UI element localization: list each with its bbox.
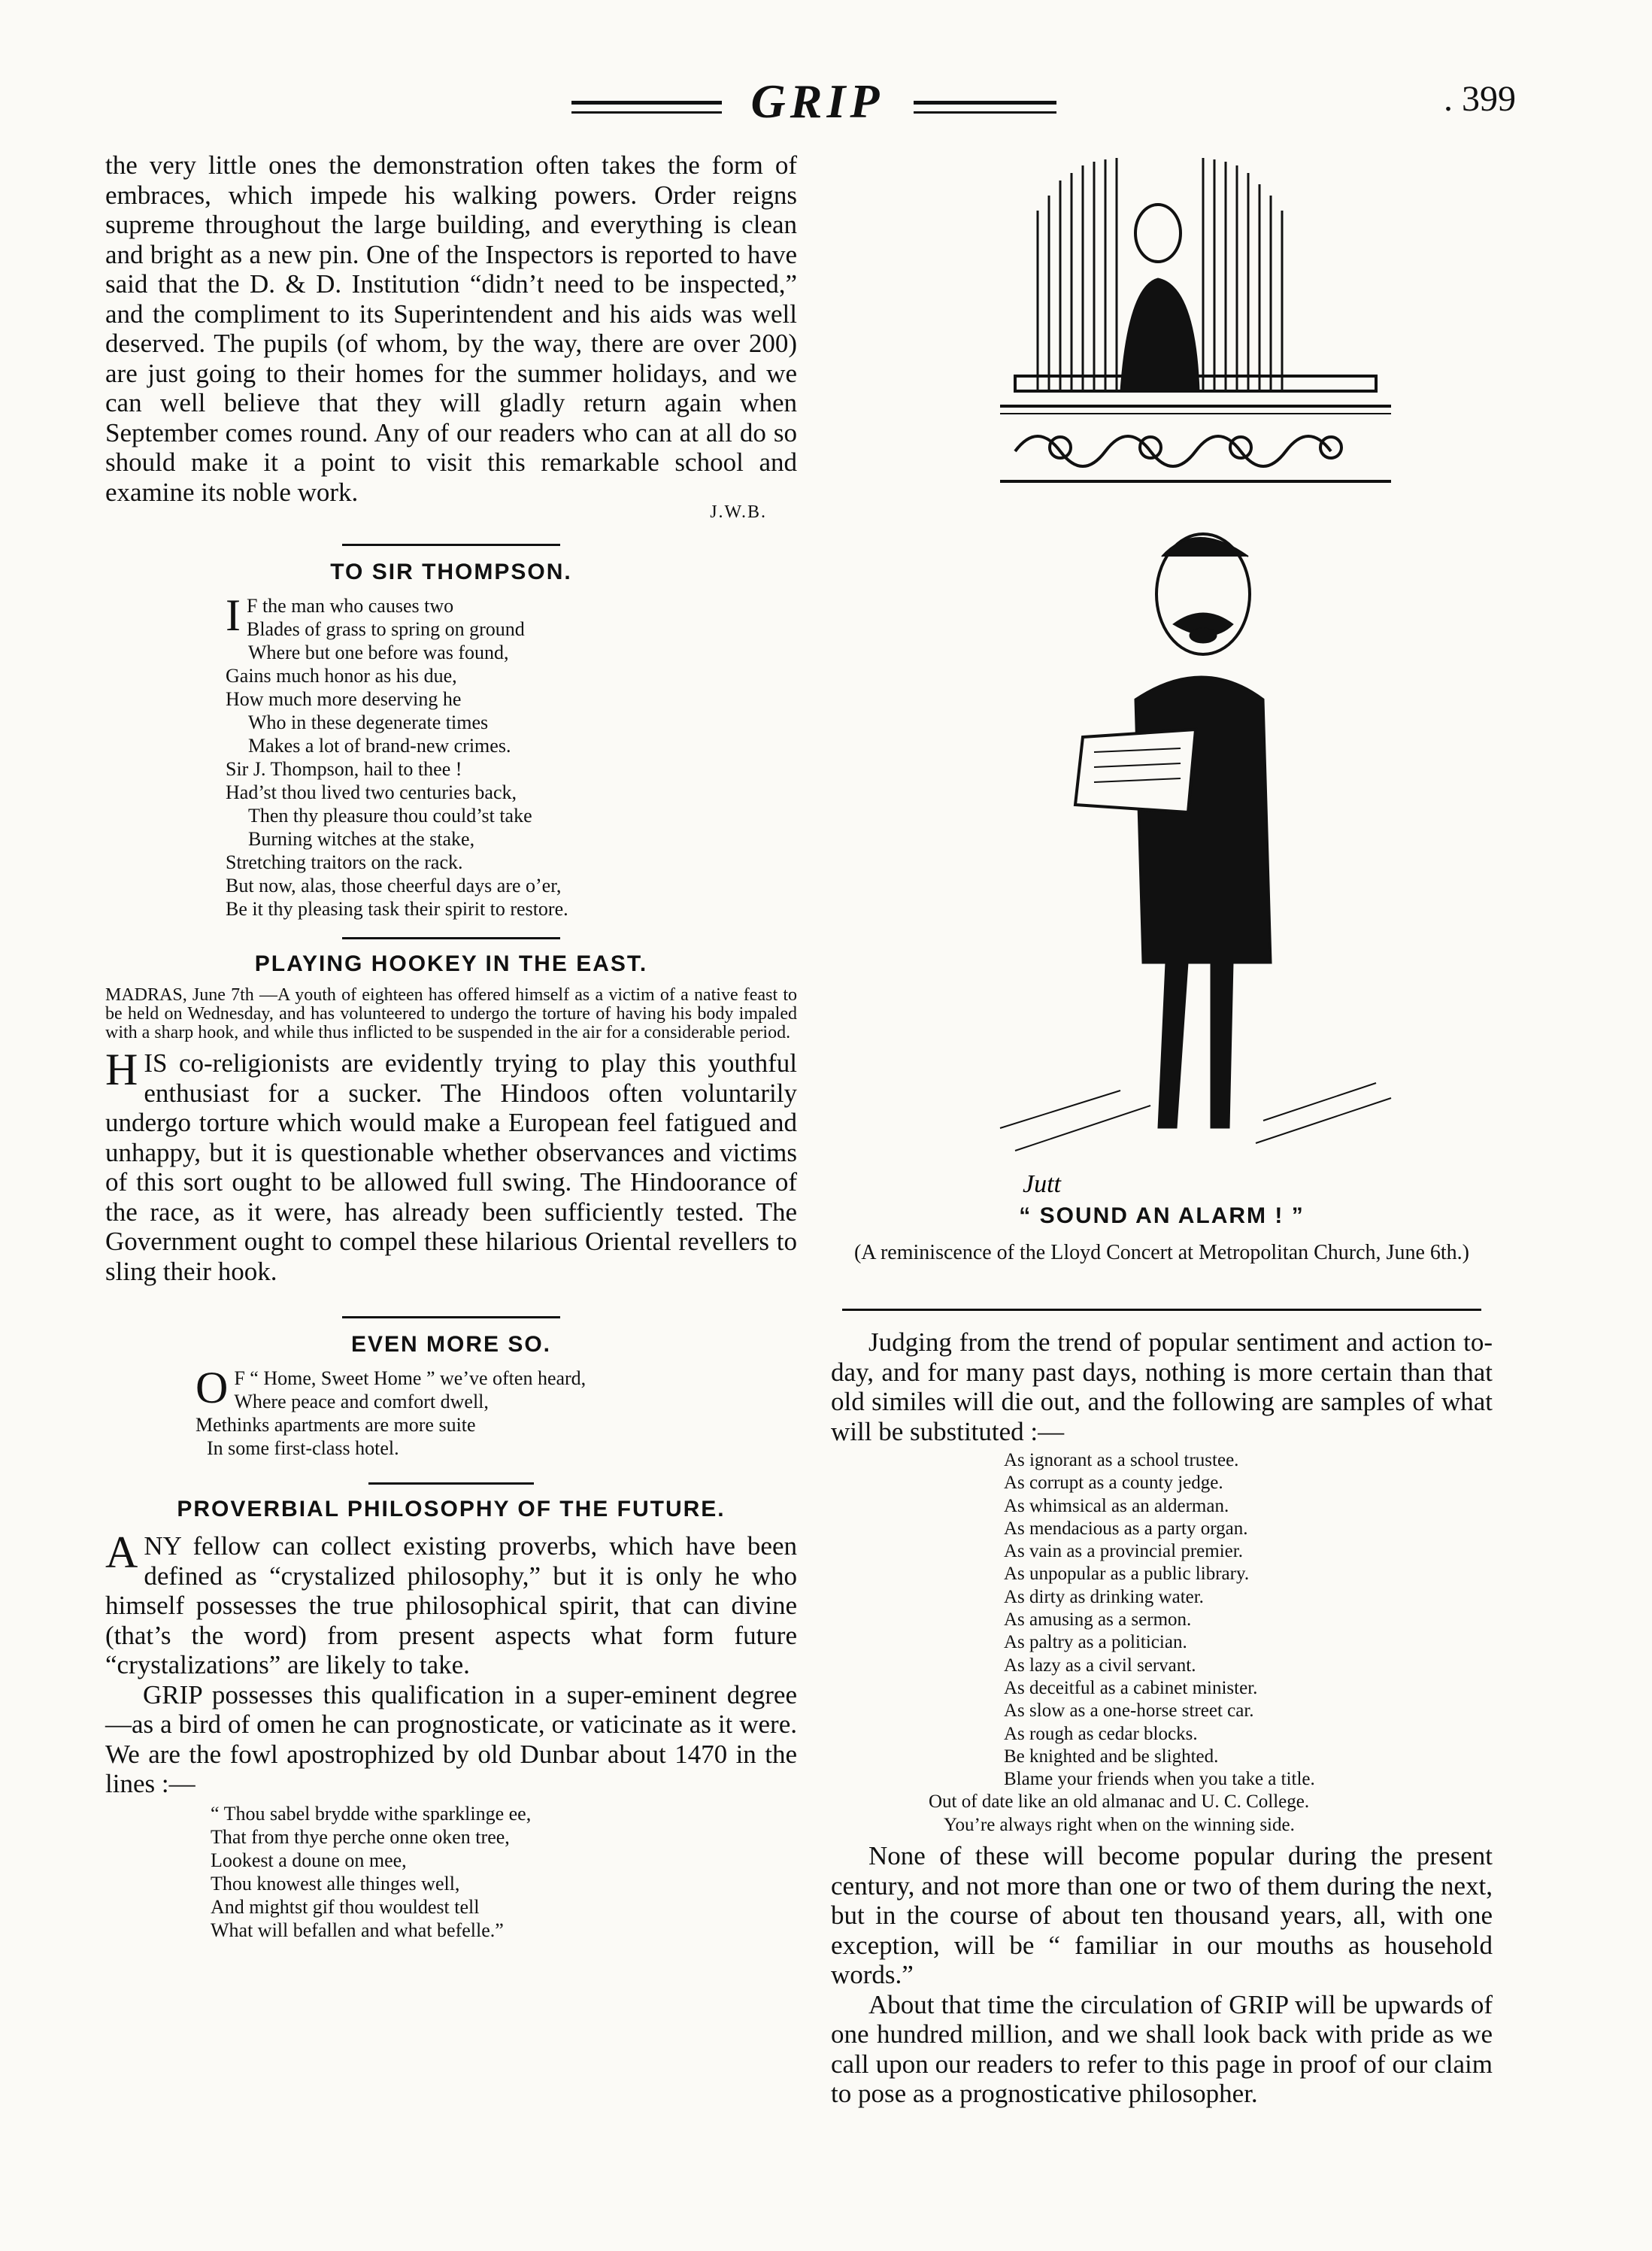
hookey-body [105,1045,797,1286]
quote-line: “ Thou sabel brydde withe sparklinge ee, [211,1802,532,1825]
cartoon-caption-subtitle: (A reminiscence of the Lloyd Concert at Metropolitan Church, June 6th.) [853,1241,1469,1264]
poem-even-more-so [196,1363,797,1460]
simile-item: As vain as a provincial premier. [1004,1541,1243,1562]
masthead-rule-left [571,101,722,114]
simile-item: As lazy as a civil servant. [1004,1655,1196,1676]
poem-line: F “ Home, Sweet Home ” we’ve often heard, [234,1367,587,1389]
poem-line: Stretching traitors on the rack. [226,851,463,873]
simile-item: Be knighted and be slighted. [1004,1746,1219,1767]
poem-line: Had’st thou lived two centuries back, [226,781,517,803]
poem-line: Be it thy pleasing task their spirit to restore. [226,898,568,920]
poem-line: Methinks apartments are more suite [196,1414,476,1436]
left-column [105,150,797,1942]
simile-item: As paltry as a politician. [1004,1632,1187,1653]
poem-line: Where peace and comfort dwell, [234,1391,489,1412]
simile-item: Blame your friends when you take a title. [1004,1769,1315,1790]
right-para-2: About that time the circulation of GRIP will be upwards of one hundred million, and we shall look back with pride as we call upon our readers to refer to this page in proof of our claim to pose as a prognosticative philosopher. [831,1989,1493,2109]
dunbar-quote [211,1802,797,1942]
proverbial-para-2: GRIP possesses this qualification in a super-eminent degree—as a bird of omen he can prognosticate, or vaticinate as it were. We are the fowl apostrophized by old Dunbar about 1470 in the lines :— [105,1679,797,1798]
quote-line: What will befallen and what befelle.” [211,1919,504,1941]
cartoon-caption-title: “ SOUND AN ALARM ! ” [1019,1203,1305,1228]
simile-item: As deceitful as a cabinet minister. [1004,1677,1258,1698]
simile-item: As rough as cedar blocks. [1004,1723,1198,1744]
simile-item: As corrupt as a county jedge. [1004,1473,1223,1494]
drop-cap: I [226,590,241,640]
news-dispatch: MADRAS, June 7th —A youth of eighteen has offered himself as a victim of a native feast to be held on Wednesday, and has volunteered to undergo the torture of having his body impaled with a sharp hook, and while thus inflicted to be suspended in the air for a considerable period. [105,985,797,1042]
drop-cap: O [196,1363,229,1412]
hookey-text: IS co-religionists are evidently trying to play this youthful enthusiast for a sucker. The Hindoos often voluntarily undergo torture which would make a European feel fatigued and unhappy, but it is questionable whether observances and victims of this sort ought to be allowed full swing. The Hindoorance of the race, as it were, has already been sufficiently tested. The Government ought to compel these hilarious Oriental revellers to sling their hook. [105,1048,797,1286]
poem-line: Who in these degenerate times [248,711,489,733]
simile-item: As mendacious as a party organ. [1004,1518,1248,1539]
right-column [831,1327,1493,2109]
singer-caricature [1000,534,1391,1151]
simile-item: Out of date like an old almanac and U. C. College. [929,1791,1310,1813]
simile-item: As whimsical as an alderman. [1004,1495,1229,1516]
divider [342,1316,560,1318]
page-number: . 399 [1444,79,1516,119]
similes-list [929,1449,1493,1837]
organ-pipes-illustration [1000,158,1391,481]
quote-line: Lookest a doune on mee, [211,1849,407,1871]
cartoon-illustration [970,150,1421,1203]
masthead [0,74,1652,134]
masthead-rule-right [914,101,1056,114]
right-para-1: None of these will become popular during the present century, and not more than one or two of them during the next, but in the course of about ten thousand years, all, with one exception, will be “ familiar in our mouths as household words.” [831,1841,1493,1990]
quote-line: That from thye perche onne oken tree, [211,1825,510,1848]
divider [342,544,560,546]
section-heading-to-sir-thompson: TO SIR THOMPSON. [330,560,572,584]
poem-line: Blades of grass to spring on ground [246,618,525,640]
quote-line: And mightst gif thou wouldest tell [211,1895,480,1918]
artist-signature: Jutt [1023,1170,1061,1198]
poem-line: How much more deserving he [226,688,462,710]
simile-item: As amusing as a sermon. [1004,1609,1192,1631]
magazine-title: GRIP [750,74,884,128]
poem-line: Makes a lot of brand-new crimes. [248,735,511,757]
simile-item: As dirty as drinking water. [1004,1586,1204,1607]
quote-line: Thou knowest alle thinges well, [211,1872,460,1895]
section-heading-even-more-so: EVEN MORE SO. [350,1332,552,1357]
proverbial-text-1: NY fellow can collect existing proverbs, which have been defined as “crystalized philosophy,” but it is only he who himself possesses the true philosophical spirit, that can divine (that’s the word) from present aspects what form future “crystalizations” are likely to take. [105,1531,797,1679]
divider [842,1309,1481,1311]
poem-line: Then thy pleasure thou could’st take [248,805,532,827]
simile-item: As slow as a one-horse street car. [1004,1700,1254,1722]
divider [342,937,560,939]
simile-item: As unpopular as a public library. [1004,1564,1250,1585]
simile-item: As ignorant as a school trustee. [1004,1450,1239,1470]
section-heading-proverbial-philosophy: PROVERBIAL PHILOSOPHY OF THE FUTURE. [177,1497,726,1521]
article-continuation: the very little ones the demonstration often takes the form of embraces, which impede his walking powers. Order reigns supreme throughout the large building, and everything is clean and bright as a new pin. One of the Inspectors is reported to have said that the D. & D. Institution “didn’t need to be inspected,” and the compliment to its Superintendent and his aids was well deserved. The pupils (of whom, by the way, there are over 200) are just going to their homes for the summer holidays, and we can well believe that they will gladly return again when September comes round. Any of our readers who can at all do so should make it a point to visit this remarkable school and examine its noble work. [105,150,797,507]
poem-line: But now, alas, those cheerful days are o’er, [226,875,562,896]
poem-line: Burning witches at the stake, [248,828,475,850]
drop-cap: H [105,1045,138,1094]
article-signature: J.W.B. [710,502,767,522]
poem-to-sir-thompson [226,590,797,921]
similes-intro: Judging from the trend of popular sentiment and action to-day, and for many past days, nothing is more certain than that old similes will die out, and the following are samples of what will be substituted :— [831,1327,1493,1446]
section-heading-playing-hookey: PLAYING HOOKEY IN THE EAST. [254,951,648,976]
divider [368,1482,534,1485]
simile-item: You’re always right when on the winning side. [944,1814,1295,1835]
poem-line: In some first-class hotel. [207,1437,399,1459]
poem-line: Sir J. Thompson, hail to thee ! [226,758,462,780]
poem-line: Gains much honor as his due, [226,665,457,687]
poem-line: F the man who causes two [246,595,454,617]
proverbial-para-1 [105,1527,797,1680]
drop-cap: A [105,1527,138,1577]
poem-line: Where but one before was found, [248,642,509,663]
